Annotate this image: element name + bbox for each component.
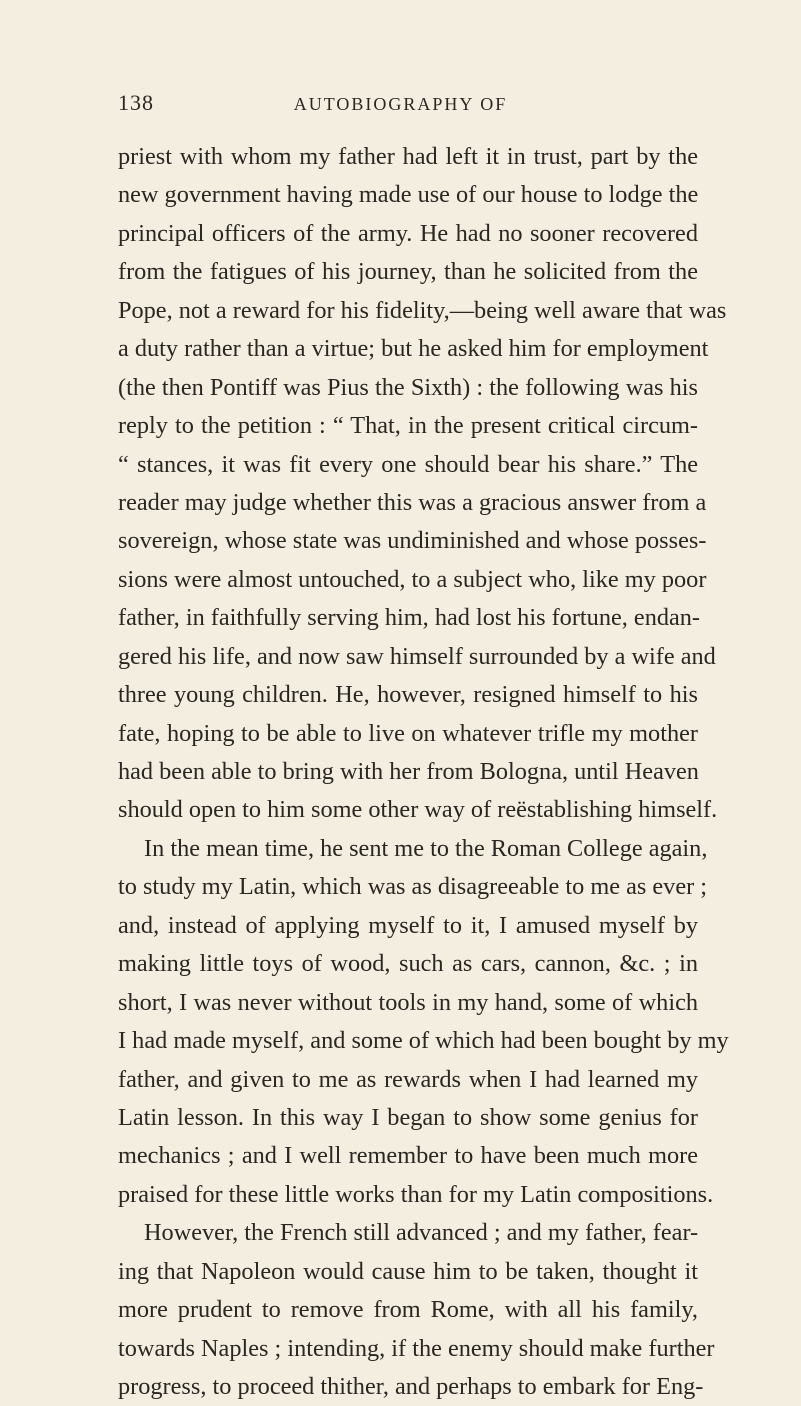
text-line: praised for these little works than for my Latin compositions.: [118, 1180, 714, 1208]
text-line: sovereign, whose state was undiminished and whose posses-: [118, 527, 707, 555]
text-line: had been able to bring with her from Bologna, until Heaven: [118, 758, 699, 785]
text-line: three young children. He, however, resigned himself to his: [118, 681, 698, 709]
text-line: towards Naples ; intending, if the enemy should make further: [118, 1334, 715, 1362]
text-line: “ stances, it was fit every one should bear his share.” The: [118, 450, 698, 478]
text-line: priest with whom my father had left it in trust, part by the: [118, 143, 698, 170]
text-line: Latin lesson. In this way I began to show some genius for: [118, 1103, 698, 1131]
text-line: father, and given to me as rewards when I had learned my: [118, 1065, 698, 1093]
text-line: ing that Napoleon would cause him to be taken, thought it: [118, 1257, 698, 1285]
running-title: AUTOBIOGRAPHY OF: [293, 94, 508, 114]
text-line: principal officers of the army. He had no sooner recovered: [118, 219, 698, 247]
text-line: progress, to proceed thither, and perhaps to embark for Eng-: [118, 1373, 704, 1400]
text-line: making little toys of wood, such as cars, cannon, &c. ; in: [118, 950, 698, 978]
text-line: to study my Latin, which was as disagreeable to me as ever ;: [118, 873, 708, 901]
text-line: from the fatigues of his journey, than he solicited from the: [118, 258, 698, 286]
text-line: new government having made use of our house to lodge the: [118, 181, 699, 209]
text-line: gered his life, and now saw himself surrounded by a wife and: [118, 642, 716, 670]
text-line: reply to the petition : “ That, in the present critical circum-: [118, 412, 698, 440]
text-line: Pope, not a reward for his fidelity,—being well aware that was: [118, 296, 727, 324]
text-line: and, instead of applying myself to it, I amused myself by: [118, 911, 698, 939]
page-header: [0, 90, 801, 120]
text-line: (the then Pontiff was Pius the Sixth) : the following was his: [118, 373, 698, 401]
text-line: sions were almost untouched, to a subject who, like my poor: [118, 565, 707, 593]
body-text: [118, 138, 729, 1406]
text-line: I had made myself, and some of which had been bought by my: [118, 1027, 729, 1055]
text-line: a duty rather than a virtue; but he asked him for employment: [118, 335, 709, 363]
text-line: fate, hoping to be able to live on whatever trifle my mother: [118, 719, 698, 747]
text-line: should open to him some other way of reëstablishing himself.: [118, 796, 718, 824]
page-number: 138: [118, 90, 154, 115]
text-line: short, I was never without tools in my hand, some of which: [118, 988, 698, 1016]
text-line: In the mean time, he sent me to the Roman College again,: [144, 834, 708, 862]
text-line: However, the French still advanced ; and my father, fear-: [144, 1219, 699, 1247]
text-line: more prudent to remove from Rome, with all his family,: [118, 1296, 698, 1324]
text-line: mechanics ; and I well remember to have been much more: [118, 1142, 698, 1170]
text-line: reader may judge whether this was a gracious answer from a: [118, 488, 707, 516]
text-line: father, in faithfully serving him, had lost his fortune, endan-: [118, 604, 701, 632]
